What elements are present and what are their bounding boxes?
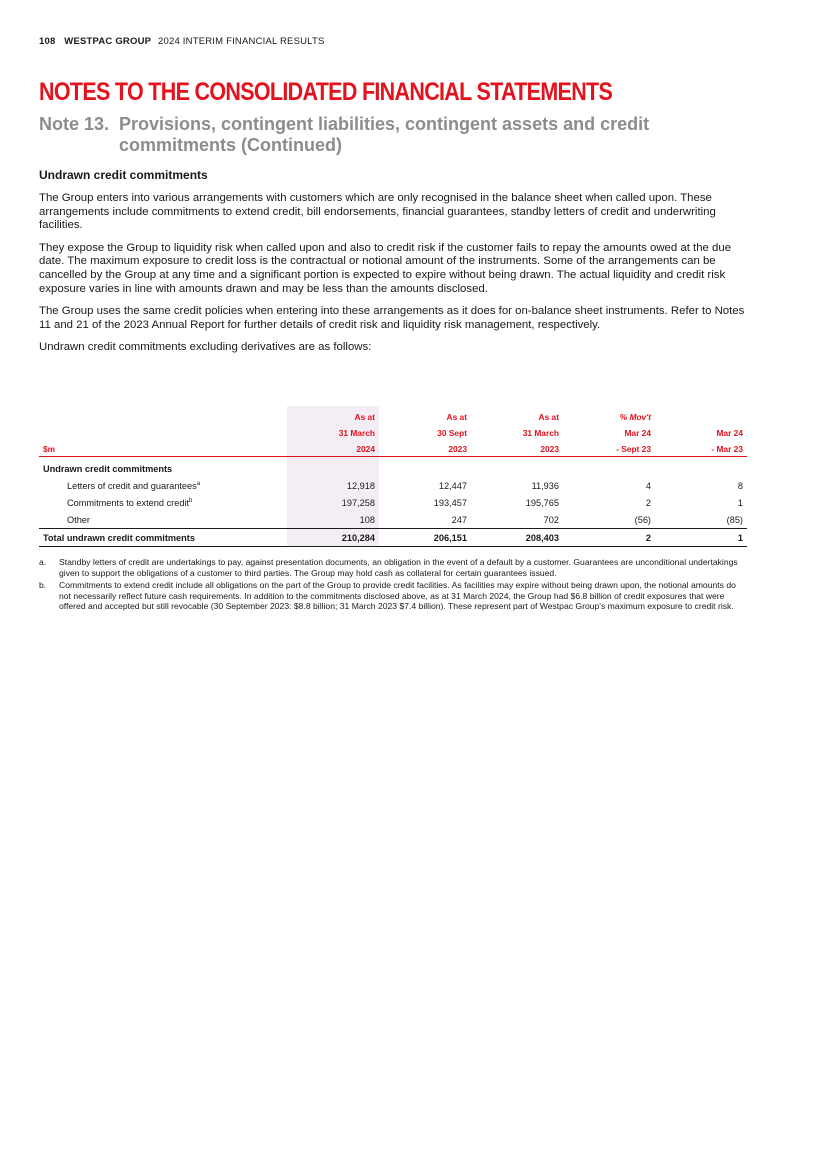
undrawn-commitments-table — [39, 406, 747, 547]
header-row-2 — [39, 422, 747, 438]
table-row — [39, 494, 747, 511]
cell: 1 — [655, 529, 747, 547]
col-header — [655, 406, 747, 422]
footnote-ref: a — [196, 480, 201, 487]
footnote-text: Standby letters of credit are undertakings to pay, against presentation documents, an obligation in the event of a default by a customer. Guarantees are unconditional undertakings given to support the obligations of a customer to third parties. The Group may hold cash as collateral for certain guarantees issued. — [59, 557, 738, 578]
col-header: As at — [446, 412, 467, 422]
note-title-line1: Provisions, contingent liabilities, contingent assets and credit — [119, 114, 650, 134]
cell: 195,765 — [525, 497, 559, 508]
col-header: As at — [538, 412, 559, 422]
col-header: As at — [287, 406, 379, 422]
report-name: 2024 INTERIM FINANCIAL RESULTS — [158, 36, 325, 47]
cell: (85) — [726, 514, 743, 525]
section-label: Undrawn credit commitments — [43, 463, 173, 474]
row-label: Other — [67, 514, 90, 525]
footnote-text: Commitments to extend credit include all obligations on the part of the Group to provide credit facilities. As facilities may expire without being drawn upon, the notional amounts do not necessarily reflect future cash requirements. In addition to the commitments disclosed above, as at 31 March 2024, the Group had $6.8 billion of credit exposures that were offered and accepted but still revocable (30 September 2023: $8.8 billion; 31 March 2023 $7.4 billion). These represent part of Westpac Group's maximum exposure to credit risk. — [59, 580, 736, 612]
col-header: 31 March — [287, 422, 379, 438]
col-header: 31 March — [522, 428, 559, 438]
footnote-marker: b. — [39, 580, 47, 591]
col-header: - Sept 23 — [563, 438, 655, 457]
paragraph-1: The Group enters into various arrangements with customers which are only recognised in the balance sheet when called upon. These arrangements include commitments to extend credit, bill endorsements, financial guarantees, standby letters of credit and underwriting facilities. — [39, 192, 716, 232]
header-row-3 — [39, 438, 747, 457]
section-heading: Undrawn credit commitments — [39, 168, 208, 182]
col-header: 30 Sept — [437, 428, 467, 438]
row-label: Letters of credit and guarantees — [67, 480, 197, 491]
col-header: 2024 — [287, 438, 379, 457]
page-title: NOTES TO THE CONSOLIDATED FINANCIAL STATEMENTS — [39, 78, 613, 106]
note-title-line2: commitments (Continued) — [119, 135, 342, 155]
cell: 197,258 — [287, 494, 379, 511]
col-header: % Mov't — [619, 412, 651, 422]
row-label: Commitments to extend credit — [67, 497, 190, 508]
cell: 2 — [645, 497, 651, 508]
total-row — [39, 529, 747, 547]
col-header: 2023 — [471, 438, 563, 457]
col-header: Mar 24 — [624, 428, 651, 438]
section-row — [39, 457, 747, 478]
footnote-marker: a. — [39, 557, 47, 567]
body-content — [39, 168, 749, 364]
footnote — [39, 557, 745, 578]
cell: 206,151 — [379, 529, 471, 547]
cell: 108 — [287, 511, 379, 529]
cell: 8 — [737, 480, 743, 491]
cell: 12,918 — [287, 477, 379, 494]
note-number: Note 13. — [39, 114, 110, 134]
col-header: Mar 24 — [716, 428, 743, 438]
cell: 11,936 — [531, 480, 559, 491]
col-header: 2023 — [379, 438, 471, 457]
cell: 4 — [645, 480, 651, 491]
cell: 2 — [563, 529, 655, 547]
table-row — [39, 477, 747, 494]
footnotes — [39, 557, 745, 614]
total-label: Total undrawn credit commitments — [39, 529, 287, 547]
cell: 210,284 — [287, 529, 379, 547]
cell: 247 — [451, 514, 467, 525]
footnote — [39, 580, 745, 612]
page-header — [39, 36, 325, 47]
page-number: 108 — [39, 36, 56, 47]
cell: 1 — [737, 497, 743, 508]
paragraph-3: The Group uses the same credit policies when entering into these arrangements as it does for on-balance sheet instruments. Refer to Notes 11 and 21 of the 2023 Annual Report for further details of credit risk and liquidity risk management, respectively. — [39, 305, 745, 331]
footnote-ref: b — [189, 497, 193, 504]
brand-name: WESTPAC GROUP — [64, 36, 152, 47]
note-title — [39, 114, 739, 156]
paragraph-4: Undrawn credit commitments excluding derivatives are as follows: — [39, 341, 372, 354]
cell: 193,457 — [433, 497, 467, 508]
table-row — [39, 511, 747, 529]
header-row-1 — [39, 406, 747, 422]
unit-label: $m — [39, 438, 287, 457]
cell: 12,447 — [438, 480, 467, 491]
cell: 702 — [543, 514, 559, 525]
cell: 208,403 — [471, 529, 563, 547]
cell: (56) — [634, 514, 651, 525]
paragraph-2: They expose the Group to liquidity risk when called upon and also to credit risk if the customer fails to repay the amounts owed at the due date. The maximum exposure to credit loss is the contractual or notional amount of the instruments. Some of the arrangements can be cancelled by the Group at any time and a significant portion is expected to expire without being drawn. The actual liquidity and credit risk exposure varies in line with amounts drawn and may be less than the amounts disclosed. — [39, 241, 732, 295]
col-header: - Mar 23 — [655, 438, 747, 457]
